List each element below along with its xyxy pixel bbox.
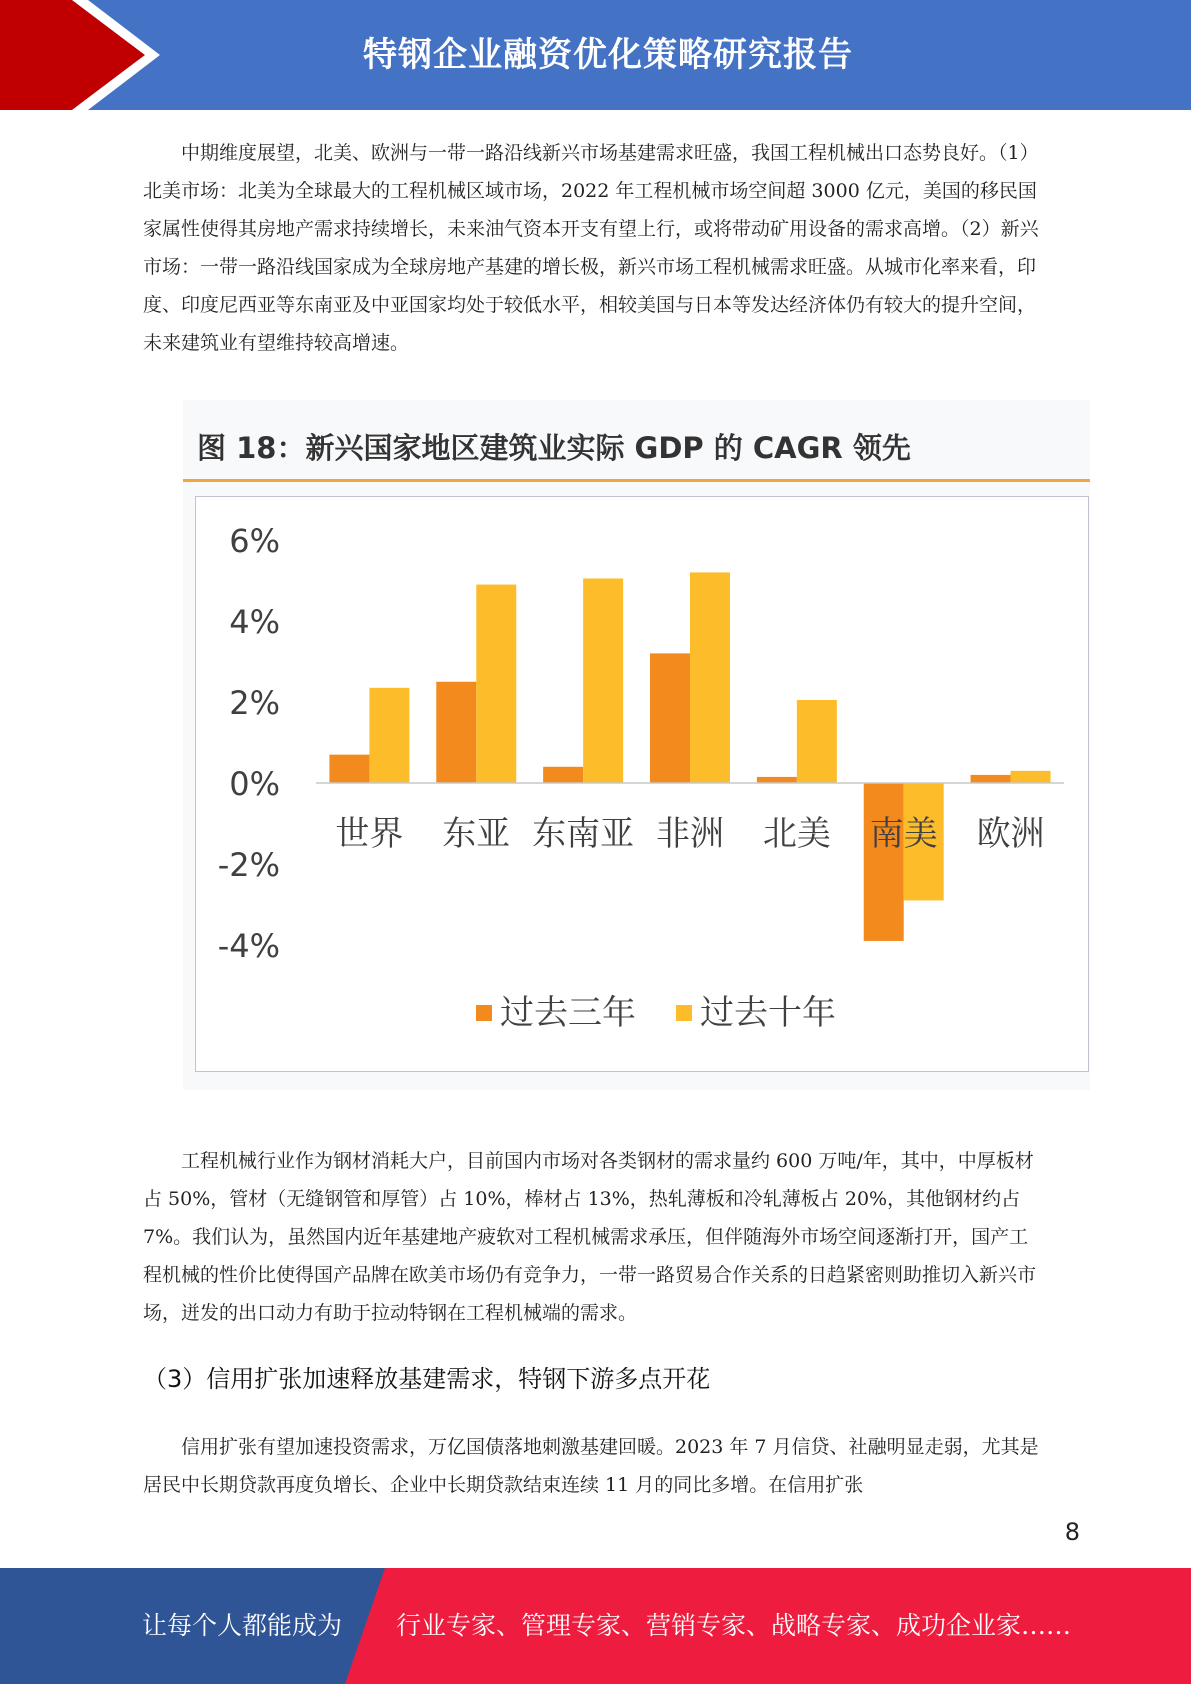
chart-frame (195, 496, 1089, 1072)
bar-past-3-years (543, 767, 583, 783)
page-header (0, 0, 1191, 110)
x-category-label: 南美 (869, 814, 938, 854)
bar-past-3-years (650, 653, 690, 783)
bar-past-10-years (690, 572, 730, 783)
page-footer (0, 1568, 1191, 1684)
legend-label: 过去十年 (700, 993, 836, 1033)
figure-title: 图 18：新兴国家地区建筑业实际 GDP 的 CAGR 领先 (197, 431, 911, 465)
body-paragraph-2: 工程机械行业作为钢材消耗大户，目前国内市场对各类钢材的需求量约 600 万吨/年，其中，中厚板材占 50%，管材（无缝钢管和厚管）占 10%，棒材占 13%，热轧薄板和冷轧薄板占 20%，其他钢材约占 7%。我们认为，虽然国内近年基建地产疲软对工程机械需求承压，但伴随海外市场空间逐渐打开，国产工程机械的性价比使得国产品牌在欧美市场仍有竞争力，一带一路贸易合作关系的日趋紧密则助推切入新兴市场，迸发的出口动力有助于拉动特钢在工程机械端的需求。 (143, 1150, 1037, 1324)
x-category-label: 欧洲 (976, 814, 1045, 854)
footer-slogan-right: 行业专家、管理专家、营销专家、战略专家、成功企业家…… (396, 1611, 1072, 1640)
bar-past-10-years (369, 688, 409, 783)
x-category-label: 东亚 (442, 814, 511, 854)
bar-past-10-years (583, 578, 623, 783)
bar-past-10-years (797, 700, 837, 783)
legend-swatch (676, 1005, 692, 1021)
bar-past-10-years (476, 585, 516, 783)
bar-past-3-years (329, 755, 369, 783)
y-tick-label: 2% (229, 684, 280, 722)
y-tick-label: 0% (229, 765, 280, 803)
x-category-label: 东南亚 (532, 814, 635, 854)
legend-label: 过去三年 (500, 993, 636, 1033)
bar-past-3-years (757, 777, 797, 783)
x-category-label: 非洲 (656, 814, 724, 854)
y-tick-label: -4% (217, 927, 280, 965)
y-tick-label: 4% (229, 603, 280, 641)
bar-past-10-years (1011, 771, 1051, 783)
report-title: 特钢企业融资优化策略研究报告 (363, 35, 853, 75)
bar-past-3-years (864, 783, 904, 941)
bar-past-3-years (971, 775, 1011, 783)
figure-title-rule (183, 479, 1090, 482)
legend-swatch (476, 1005, 492, 1021)
figure-18 (183, 400, 1090, 1090)
bar-chart (196, 497, 1090, 1073)
body-paragraph-3: 信用扩张有望加速投资需求，万亿国债落地刺激基建回暖。2023 年 7 月信贷、社融明显走弱，尤其是居民中长期贷款再度负增长、企业中长期贷款结束连续 11 月的同比多增。在信用扩张 (143, 1436, 1039, 1496)
footer-slogan-left: 让每个人都能成为 (142, 1611, 343, 1640)
body-paragraph-1: 中期维度展望，北美、欧洲与一带一路沿线新兴市场基建需求旺盛，我国工程机械出口态势良好。（1）北美市场：北美为全球最大的工程机械区域市场，2022 年工程机械市场空间超 3000 亿元，美国的移民国家属性使得其房地产需求持续增长，未来油气资本开支有望上行，或将带动矿用设备的需求高增。（2）新兴市场：一带一路沿线国家成为全球房地产基建的增长极，新兴市场工程机械需求旺盛。从城市化率来看，印度、印度尼西亚等东南亚及中亚国家均处于较低水平，相较美国与日本等发达经济体仍有较大的提升空间，未来建筑业有望维持较高增速。 (143, 142, 1039, 354)
bar-past-3-years (436, 682, 476, 783)
page-number: 8 (1064, 1518, 1080, 1546)
y-tick-label: -2% (217, 846, 280, 884)
y-tick-label: 6% (229, 522, 280, 560)
x-category-label: 世界 (335, 814, 404, 854)
section-heading: （3）信用扩张加速释放基建需求，特钢下游多点开花 (143, 1365, 711, 1393)
x-category-label: 北美 (762, 814, 831, 854)
